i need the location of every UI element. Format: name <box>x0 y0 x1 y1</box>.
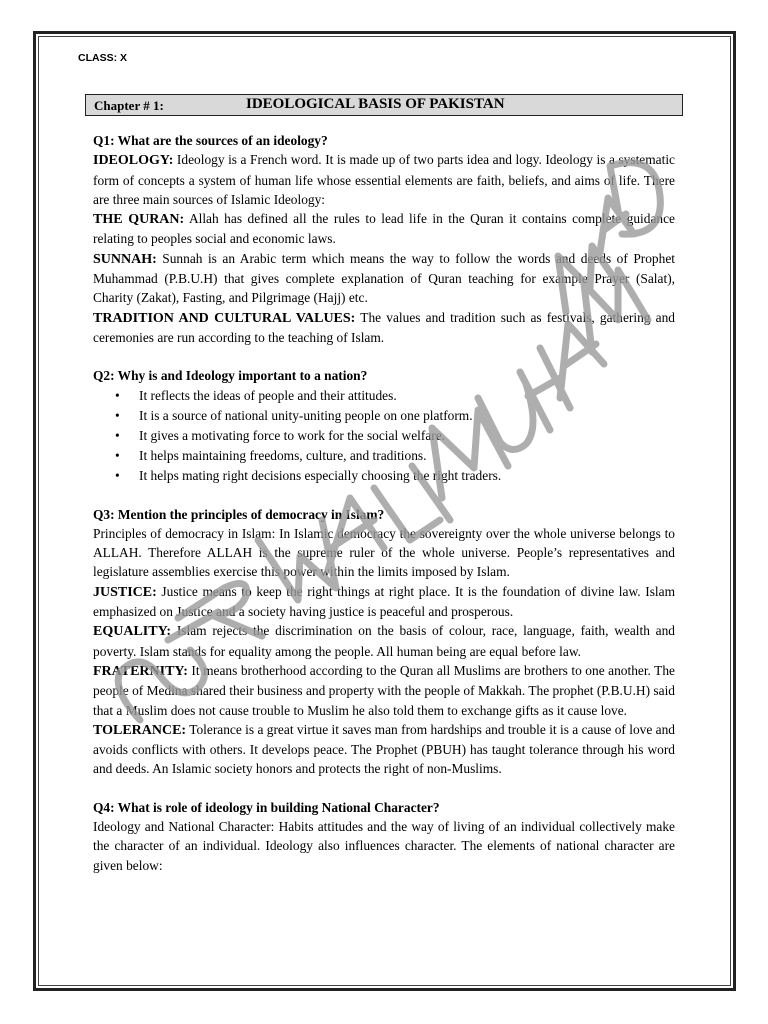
text-sunnah: Sunnah is an Arabic term which means the way to follow the words and deeds of Prophet Muhammad (P.B.U.H) that gives complete explanation of Quran teaching for example Prayer (Salat), Charity (Zakat), Fasting, and Pilgrimage (Hajj) etc. <box>93 250 675 306</box>
chapter-title: IDEOLOGICAL BASIS OF PAKISTAN <box>246 96 505 112</box>
term-justice: JUSTICE: <box>93 584 157 600</box>
bullet-list <box>93 386 675 486</box>
term-quran: THE QURAN: <box>93 212 185 228</box>
paragraph-tradition <box>93 308 675 348</box>
question-2: Q2: Why is and Ideology important to a nation? <box>93 368 368 384</box>
list-item <box>115 406 675 426</box>
paragraph-equality <box>93 621 675 661</box>
text-ideology: Ideology is a French word. It is made up of two parts idea and logy. Ideology is a systematic form of concepts a system of human life whose essential elements are faith, beliefs, and aims of life. There are three main sources of Islamic Ideology: <box>93 152 675 207</box>
question-3: Q3: Mention the principles of democracy in Islam? <box>93 506 385 522</box>
text-fraternity: It means brotherhood according to the Quran all Muslims are brothers to one another. The people of Medina shared their business and property with the people of Makkah. The prophet (P.B.U.H) said that a Muslim does not cause trouble to Muslim he also told them to exchange gifts as it cause love. <box>93 662 675 718</box>
question-4: Q4: What is role of ideology in building National Character? <box>93 799 440 815</box>
bullet-icon: • <box>115 467 120 483</box>
bullet-icon: • <box>115 447 120 463</box>
list-item-text: It gives a motivating force to work for the social welfare. <box>139 427 446 443</box>
list-item <box>115 426 675 446</box>
text-justice: Justice means to keep the right things at right place. It is the foundation of divine law. Islam emphasized on Justice and a society having justice is peaceful and prosperous. <box>93 583 675 620</box>
list-item <box>115 466 675 486</box>
list-item-text: It reflects the ideas of people and their attitudes. <box>139 387 397 403</box>
text-equality: Islam rejects the discrimination on the basis of colour, race, language, faith, wealth and poverty. Islam stands for equality among the people. All human being are equal before law. <box>93 623 675 659</box>
paragraph-tolerance <box>93 720 675 779</box>
text-quran: Allah has defined all the rules to lead life in the Quran it contains complete guidance relating to peoples social and economic laws. <box>93 211 676 247</box>
list-item-text: It is a source of national unity-uniting people on one platform. <box>139 407 473 423</box>
class-label: CLASS: X <box>78 52 128 64</box>
paragraph-sunnah <box>93 249 675 308</box>
list-item-text: It helps mating right decisions especially choosing the right traders. <box>139 467 502 483</box>
term-tolerance: TOLERANCE: <box>93 722 187 738</box>
paragraph-national-character: Ideology and National Character: Habits attitudes and the way of living of an individual collectively make the character of an individual. Ideology also influences character. The elements of national character are given below: <box>93 819 675 873</box>
list-item <box>115 446 675 466</box>
paragraph-ideology <box>93 150 675 209</box>
document-body <box>93 131 675 875</box>
term-tradition: TRADITION AND CULTURAL VALUES: <box>93 310 356 326</box>
paragraph-democracy: Principles of democracy in Islam: In Islamic democracy the sovereignty over the whole universe belongs to ALLAH. Therefore ALLAH is the supreme ruler of the whole universe. People’s representatives and legislature assemblies exercise this power within the limits imposed by Islam. <box>93 525 675 580</box>
bullet-icon: • <box>115 407 120 423</box>
question-1: Q1: What are the sources of an ideology? <box>93 133 328 148</box>
chapter-number: Chapter # 1: <box>94 98 164 113</box>
paragraph-fraternity <box>93 661 675 720</box>
term-equality: EQUALITY: <box>93 624 172 640</box>
chapter-header <box>85 94 683 116</box>
list-item-text: It helps maintaining freedoms, culture, and traditions. <box>139 447 427 463</box>
bullet-icon: • <box>115 387 120 403</box>
term-fraternity: FRATERNITY: <box>93 663 188 679</box>
text-tolerance: Tolerance is a great virtue it saves man from hardships and trouble it is a cause of love and avoids conflicts with others. It develops peace. The Prophet (PBUH) has taught tolerance through his word and deeds. An Islamic society honors and protects the right of non-Muslims. <box>93 721 675 777</box>
text-tradition: The values and tradition such as festivals, gathering and ceremonies are run according to the teaching of Islam. <box>93 309 675 345</box>
paragraph-justice <box>93 582 675 622</box>
paragraph-quran <box>93 209 675 249</box>
bullet-icon: • <box>115 427 120 443</box>
term-ideology: IDEOLOGY: <box>93 153 174 169</box>
term-sunnah: SUNNAH: <box>93 251 157 267</box>
list-item <box>115 386 675 406</box>
